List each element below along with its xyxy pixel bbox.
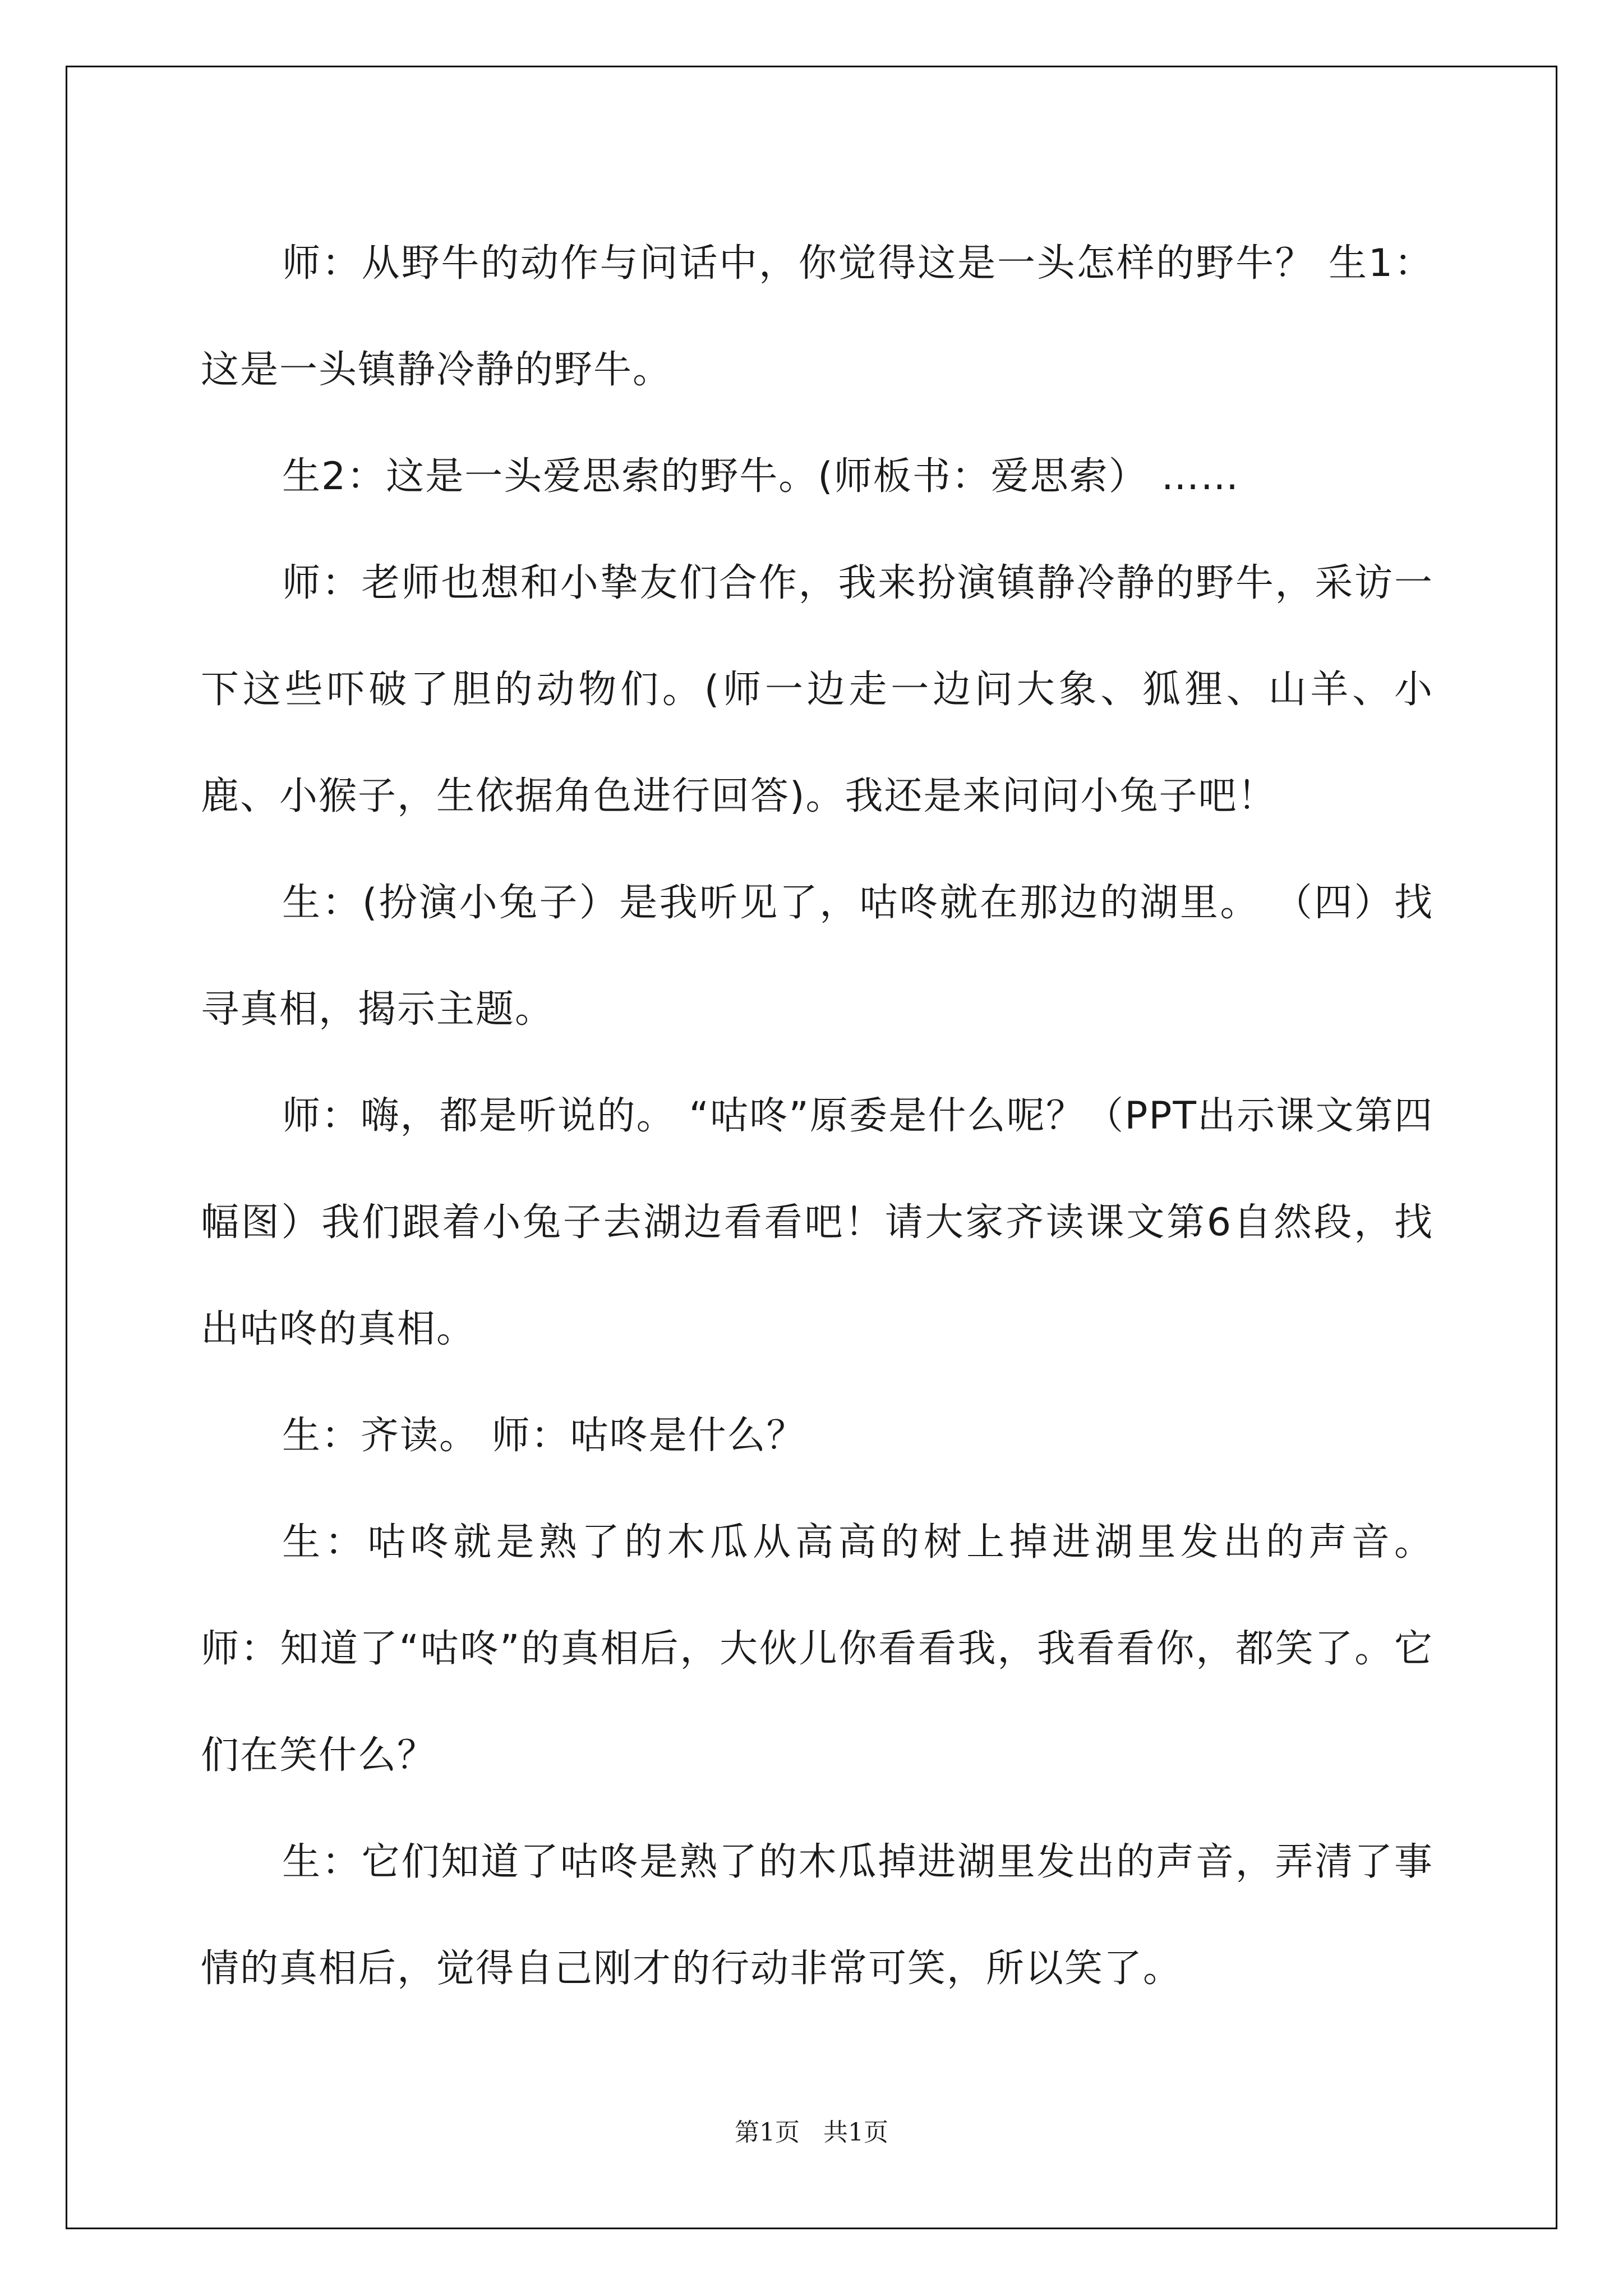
- paragraph-5: 师：嗨，都是听说的。 “咕咚”原委是什么呢？（PPT出示课文第四幅图）我们跟着小兔子去湖边看看吧！请大家齐读课文第6自然段，找出咕咚的真相。: [201, 1094, 1433, 1351]
- document-body: [201, 210, 1433, 2022]
- page-number: 第1页: [735, 2118, 800, 2147]
- paragraph-4: 生：(扮演小兔子）是我听见了，咕咚就在那边的湖里。 （四）找寻真相，揭示主题。: [201, 881, 1433, 1032]
- paragraph-3: 师：老师也想和小挚友们合作，我来扮演镇静冷静的野牛，采访一下这些吓破了胆的动物们。(师一边走一边问大象、狐狸、山羊、小鹿、小猴子，生依据角色进行回答)。我还是来问问小兔子吧！: [201, 561, 1433, 818]
- paragraph-6: 生：齐读。 师：咕咚是什么？: [282, 1414, 806, 1458]
- paragraph-8: 生：它们知道了咕咚是熟了的木瓜掉进湖里发出的声音，弄清了事情的真相后，觉得自己刚才的行动非常可笑，所以笑了。: [201, 1840, 1433, 1991]
- page-footer: [0, 2112, 1623, 2148]
- paragraph-2: 生2：这是一头爱思索的野牛。(师板书：爱思索） ……: [282, 454, 1240, 499]
- page-total: 共1页: [823, 2118, 888, 2147]
- paragraph-7: 生：咕咚就是熟了的木瓜从高高的树上掉进湖里发出的声音。 师：知道了“咕咚”的真相后，大伙儿你看看我，我看看你，都笑了。它们在笑什么？: [201, 1520, 1433, 1778]
- paragraph-1: 师：从野牛的动作与问话中，你觉得这是一头怎样的野牛？ 生1：这是一头镇静冷静的野牛。: [201, 241, 1433, 392]
